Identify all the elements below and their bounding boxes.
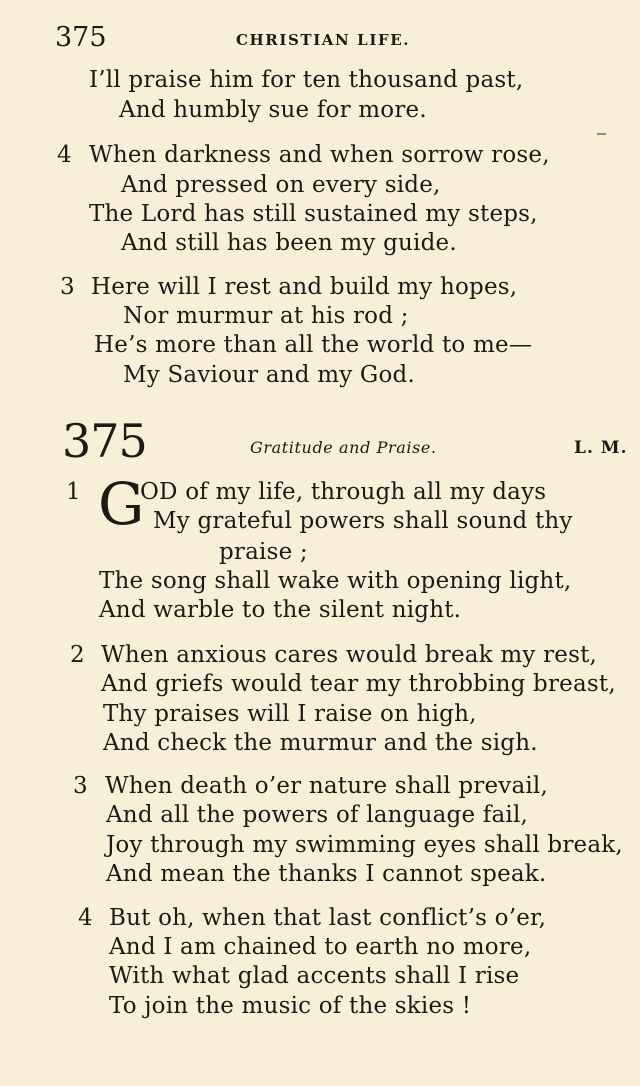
verse-line: To join the music of the skies ! bbox=[109, 993, 472, 1019]
verse-line: OD of my life, through all my days bbox=[140, 479, 547, 505]
verse-line: When anxious cares would break my rest, bbox=[101, 642, 598, 668]
hymn-number: 375 bbox=[62, 414, 147, 468]
verse-line: But oh, when that last conflict’s o’er, bbox=[109, 905, 547, 931]
verse-line: And griefs would tear my throbbing breast, bbox=[101, 671, 616, 697]
verse-line: And warble to the silent night. bbox=[99, 597, 462, 623]
verse-line: I’ll praise him for ten thousand past, bbox=[89, 67, 524, 93]
verse-line: When darkness and when sorrow rose, bbox=[89, 142, 550, 168]
running-head: CHRISTIAN LIFE. bbox=[236, 31, 411, 49]
verse-line: praise ; bbox=[219, 539, 308, 565]
verse-line: With what glad accents shall I rise bbox=[109, 963, 520, 989]
verse-number: 3 bbox=[60, 274, 75, 300]
verse-line: Here will I rest and build my hopes, bbox=[91, 274, 518, 300]
verse-number: 4 bbox=[78, 905, 93, 931]
verse-number: 2 bbox=[70, 642, 85, 668]
verse-line: And I am chained to earth no more, bbox=[109, 934, 532, 960]
verse-line: Nor murmur at his rod ; bbox=[123, 303, 409, 329]
print-blemish bbox=[597, 133, 606, 135]
verse-line: Joy through my swimming eyes shall break, bbox=[106, 832, 623, 858]
page-number: 375 bbox=[55, 22, 107, 53]
verse-line: And check the murmur and the sigh. bbox=[103, 730, 538, 756]
verse-line: And mean the thanks I cannot speak. bbox=[106, 861, 547, 887]
verse-line: My grateful powers shall sound thy bbox=[153, 508, 573, 534]
verse-line: And pressed on every side, bbox=[121, 172, 441, 198]
verse-line: When death o’er nature shall prevail, bbox=[105, 773, 548, 799]
verse-line: And humbly sue for more. bbox=[119, 97, 427, 123]
hymn-meter: L. M. bbox=[574, 438, 628, 458]
verse-number: 4 bbox=[57, 142, 72, 168]
verse-line: My Saviour and my God. bbox=[123, 362, 415, 388]
verse-line: And all the powers of language fail, bbox=[106, 802, 529, 828]
verse-line: Thy praises will I raise on high, bbox=[103, 701, 477, 727]
verse-line: The Lord has still sustained my steps, bbox=[89, 201, 538, 227]
hymn-title: Gratitude and Praise. bbox=[250, 438, 437, 457]
verse-number: 3 bbox=[73, 773, 88, 799]
verse-line: The song shall wake with opening light, bbox=[99, 568, 572, 594]
drop-cap: G bbox=[98, 470, 145, 538]
verse-number: 1 bbox=[66, 479, 81, 505]
verse-line: He’s more than all the world to me— bbox=[94, 332, 533, 358]
verse-line: And still has been my guide. bbox=[121, 230, 457, 256]
